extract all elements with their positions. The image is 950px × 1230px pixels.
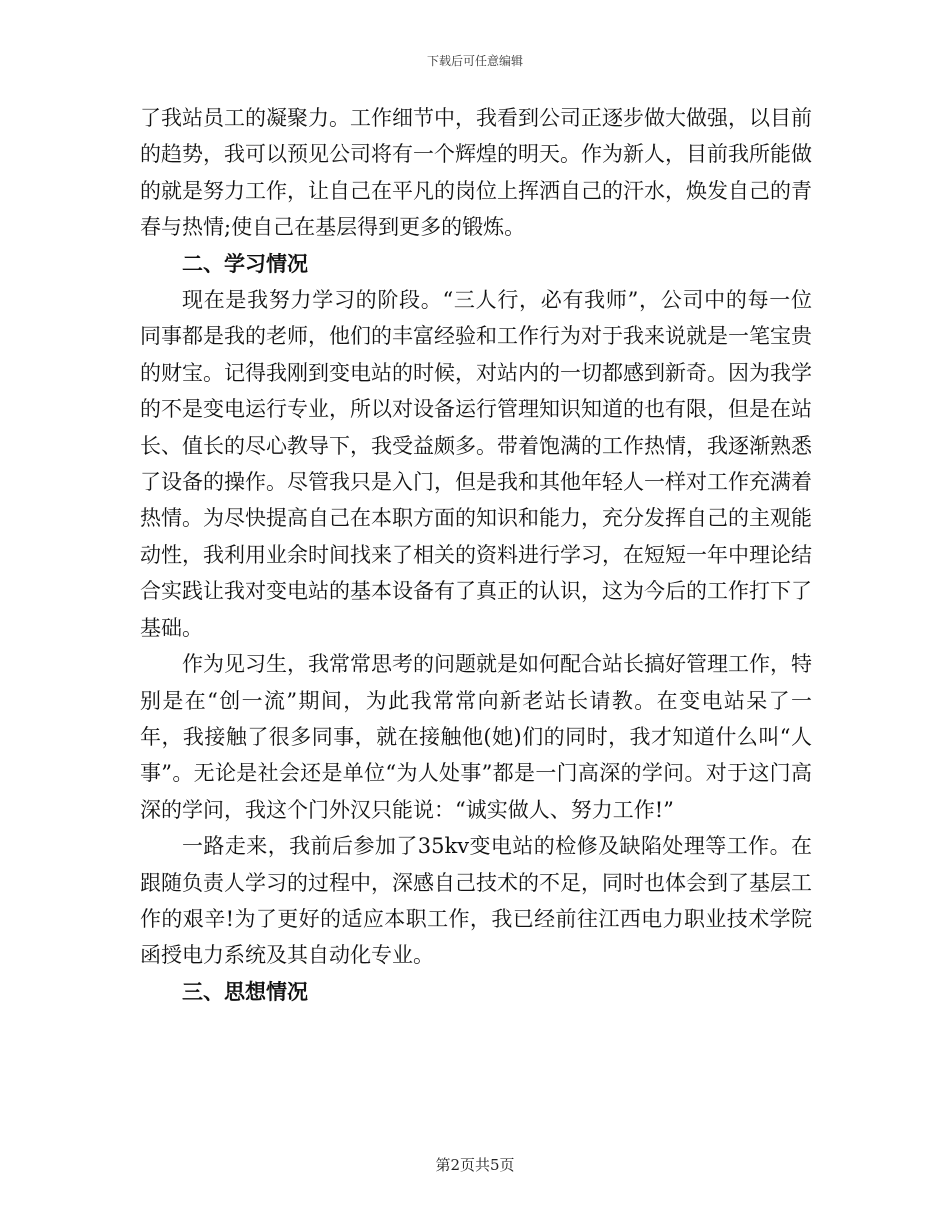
section-heading-study: 二、学习情况 xyxy=(182,250,308,276)
page-header-note: 下载后可任意编辑 xyxy=(426,54,523,68)
page-number: 第2页共5页 xyxy=(435,1156,515,1174)
paragraph-experience: 一路走来，我前后参加了35kv变电站的检修及缺陷处理等工作。在跟随负责人学习的过程中，深感自己技术的不足，同时也体会到了基层工作的艰辛!为了更好的适应本职工作，我已经前往江西电力职业技术学院函授电力系统及其自动化专业。 xyxy=(140,834,812,968)
document-body xyxy=(140,100,812,1010)
paragraph-study: 现在是我努力学习的阶段。“三人行，必有我师”，公司中的每一位同事都是我的老师，他们的丰富经验和工作行为对于我来说就是一笔宝贵的财宝。记得我刚到变电站的时候，对站内的一切都感到新奇。因为我学的不是变电运行专业，所以对设备运行管理知识知道的也有限，但是在站长、值长的尽心教导下，我受益颇多。带着饱满的工作热情，我逐渐熟悉了设备的操作。尽管我只是入门，但是我和其他年轻人一样对工作充满着热情。为尽快提高自己在本职方面的知识和能力，充分发挥自己的主观能动性，我利用业余时间找来了相关的资料进行学习，在短短一年中理论结合实践让我对变电站的基本设备有了真正的认识，这为今后的工作打下了基础。 xyxy=(140,288,812,640)
paragraph-continuation: 了我站员工的凝聚力。工作细节中，我看到公司正逐步做大做强，以目前的趋势，我可以预见公司将有一个辉煌的明天。作为新人，目前我所能做的就是努力工作，让自己在平凡的岗位上挥洒自己的汗水，焕发自己的青春与热情;使自己在基层得到更多的锻炼。 xyxy=(140,106,812,240)
paragraph-trainee: 作为见习生，我常常思考的问题就是如何配合站长搞好管理工作，特别是在“创一流”期间，为此我常常向新老站长请教。在变电站呆了一年，我接触了很多同事，就在接触他(她)们的同时，我才知道什么叫“人事”。无论是社会还是单位“为人处事”都是一门高深的学问。对于这门高深的学问，我这个门外汉只能说：“诚实做人、努力工作!” xyxy=(140,652,812,822)
section-heading-thought: 三、思想情况 xyxy=(182,978,308,1004)
